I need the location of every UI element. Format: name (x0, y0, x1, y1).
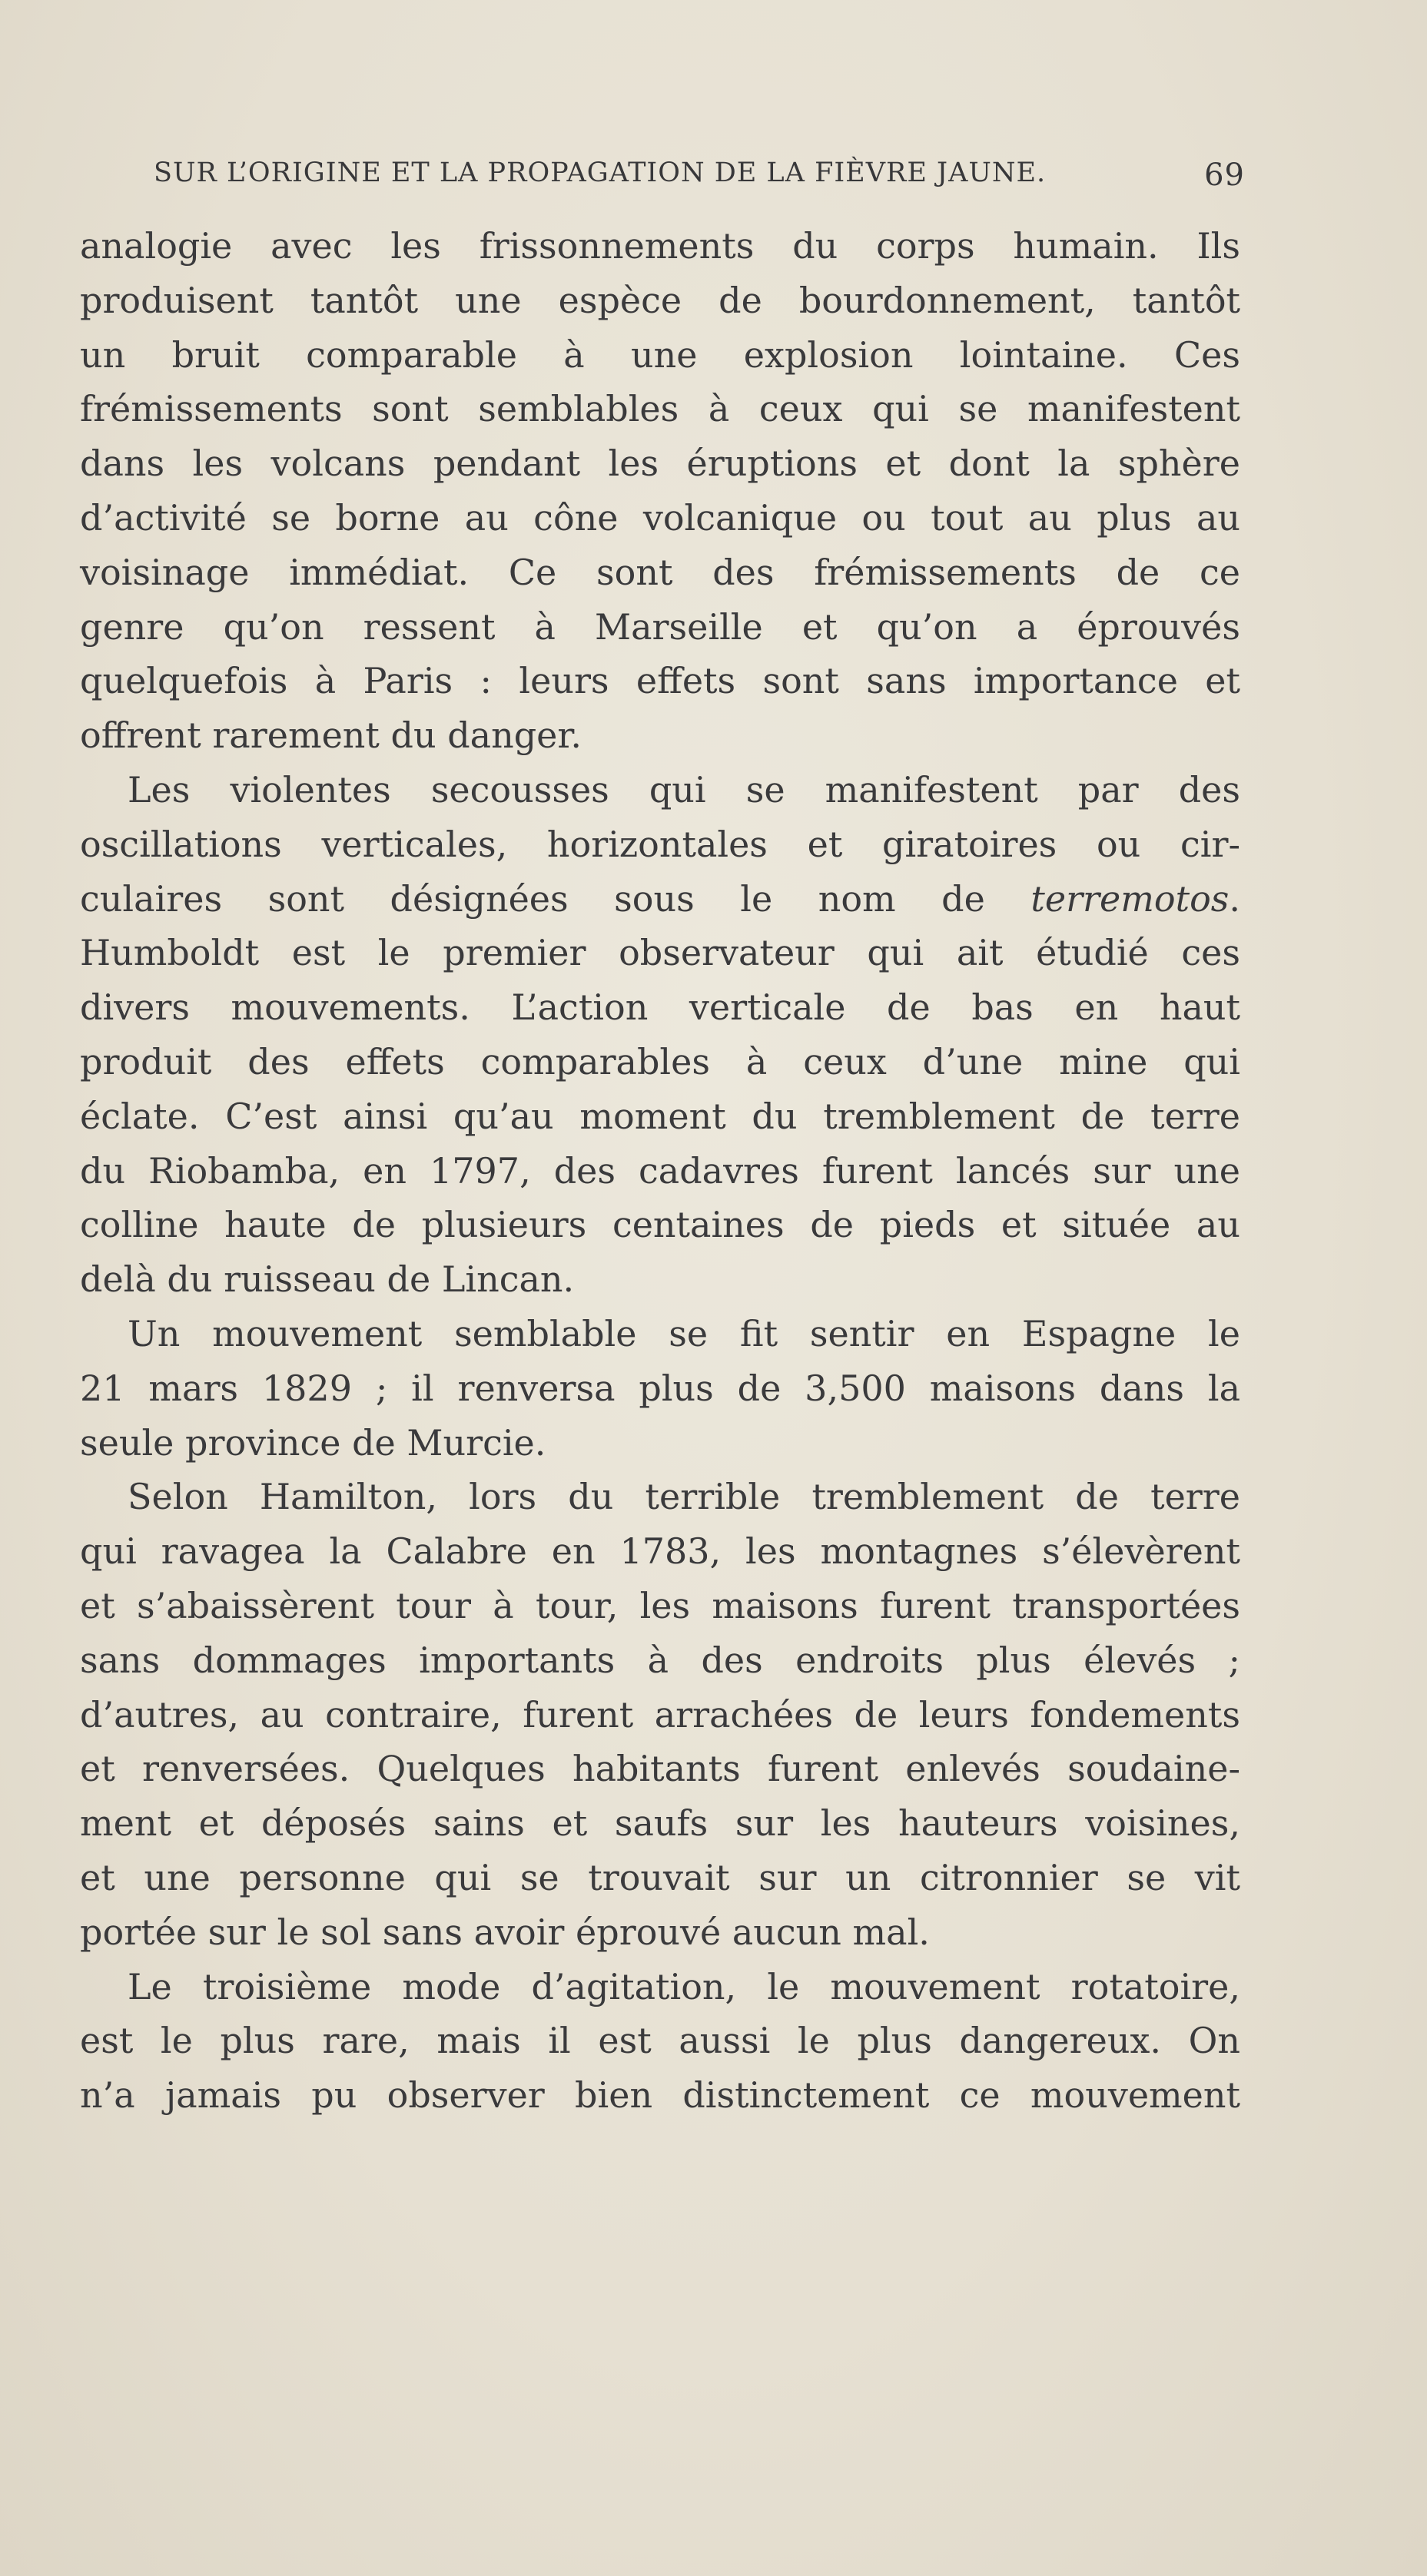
text-line: est le plus rare, mais il est aussi le plus dangereux. On (80, 2020, 1240, 2062)
text-line: oscillations verticales, horizontales et giratoires ou cir- (80, 823, 1240, 865)
text-line: divers mouvements. L’action verticale de bas en haut (80, 986, 1240, 1029)
text-line: seule province de Murcie. (80, 1421, 546, 1464)
text-line: quelquefois à Paris : leurs effets sont sans importance et (80, 660, 1240, 702)
text-line: Les violentes secousses qui se manifestent par des (128, 768, 1240, 811)
text-line: Humboldt est le premier observateur qui ait étudié ces (80, 932, 1240, 974)
text-line: colline haute de plusieurs centaines de pieds et située au (80, 1204, 1240, 1246)
italic-term: terremotos (1030, 877, 1230, 920)
text-line: Le troisième mode d’agitation, le mouvement rotatoire, (128, 1965, 1240, 2007)
text-line: Selon Hamilton, lors du terrible tremblement de terre (128, 1476, 1240, 1518)
text-line: produisent tantôt une espèce de bourdonnement, tantôt (80, 279, 1240, 321)
text-line: ment et déposés sains et saufs sur les hauteurs voisines, (80, 1802, 1240, 1845)
page-number: 69 (1204, 157, 1245, 193)
text-line: 21 mars 1829 ; il renversa plus de 3,500 maisons dans la (80, 1367, 1240, 1409)
text-line: et s’abaissèrent tour à tour, les maisons furent transportées (80, 1584, 1240, 1626)
page-header (154, 157, 1245, 204)
text-line: d’activité se borne au cône volcanique ou tout au plus au (80, 496, 1240, 539)
text-line: qui ravagea la Calabre en 1783, les montagnes s’élevèrent (80, 1530, 1240, 1573)
text-line (80, 872, 1240, 927)
text-line: voisinage immédiat. Ce sont des frémissements de ce (80, 551, 1240, 593)
text-line: portée sur le sol sans avoir éprouvé aucun mal. (80, 1911, 930, 1953)
text-line: genre qu’on ressent à Marseille et qu’on a éprouvés (80, 605, 1240, 648)
text-line: Un mouvement semblable se fit sentir en Espagne le (128, 1312, 1240, 1354)
text-segment: culaires sont désignées sous le nom de (80, 877, 1031, 920)
text-line: du Riobamba, en 1797, des cadavres furent lancés sur une (80, 1149, 1240, 1192)
text-line: offrent rarement du danger. (80, 714, 582, 757)
text-line: un bruit comparable à une explosion lointaine. Ces (80, 333, 1240, 376)
text-line: produit des effets comparables à ceux d’une mine qui (80, 1040, 1240, 1082)
text-line: sans dommages importants à des endroits plus élevés ; (80, 1639, 1240, 1681)
body-text (80, 219, 1240, 2123)
text-line: éclate. C’est ainsi qu’au moment du tremblement de terre (80, 1095, 1240, 1137)
text-line: d’autres, au contraire, furent arrachées de leurs fondements (80, 1693, 1240, 1736)
text-line: n’a jamais pu observer bien distinctement ce mouvement (80, 2074, 1240, 2117)
text-segment: . (1229, 877, 1240, 920)
text-line: dans les volcans pendant les éruptions et dont la sphère (80, 443, 1240, 485)
text-line: et renversées. Quelques habitants furent enlevés soudaine- (80, 1748, 1240, 1790)
text-line: analogie avec les frissonnements du corps humain. Ils (80, 225, 1240, 267)
text-line: et une personne qui se trouvait sur un citronnier se vit (80, 1856, 1240, 1898)
running-title: SUR L’ORIGINE ET LA PROPAGATION DE LA FIÈVRE JAUNE. (154, 157, 1047, 188)
text-line: frémissements sont semblables à ceux qui se manifestent (80, 388, 1240, 430)
text-line: delà du ruisseau de Lincan. (80, 1258, 575, 1301)
